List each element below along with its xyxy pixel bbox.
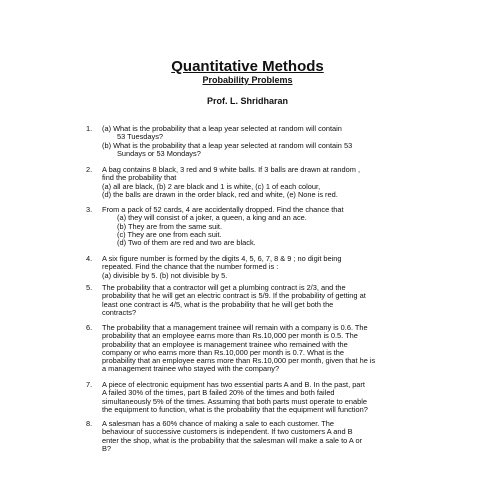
- question-line: A salesman has a 60% chance of making a sale to each customer. The: [102, 419, 334, 428]
- question-line: a management trainee who stayed with the company?: [102, 364, 280, 374]
- question-line: simultaneously 5% of the times. Assuming that both parts must operate to enable: [102, 396, 367, 406]
- question-line: (a) divisible by 5. (b) not divisible by 5.: [102, 270, 228, 280]
- question-text: [102, 255, 482, 280]
- question-text: [102, 125, 482, 158]
- question-line: company or who earns more than Rs.10,000 per month is 0.7. What is the: [102, 347, 344, 357]
- question-line: (c) They are one from each suit.: [117, 229, 222, 239]
- question-line: (a) all are black, (b) 2 are black and 1 is white, (c) 1 of each colour,: [102, 181, 321, 191]
- question-line: (d) the balls are drawn in the order black, red and white, (e) None is red.: [102, 189, 338, 199]
- question-line: (a) they will consist of a joker, a queen, a king and an ace.: [117, 213, 307, 223]
- question-text: [102, 324, 482, 374]
- question-line: A six figure number is formed by the digits 4, 5, 6, 7, 8 & 9 ; no digit being: [102, 254, 342, 263]
- question-line: The probability that a contractor will get a plumbing contract is 2/3, and the: [102, 283, 346, 292]
- question-number: 6.: [86, 323, 93, 332]
- question-line: probability that an employee earns more than Rs.10,000 per month is 0.5. The: [102, 331, 358, 341]
- document-title: Quantitative Methods: [171, 58, 324, 75]
- question-number: 2.: [86, 165, 93, 174]
- question-line: A failed 30% of the times, part B failed 20% of the times and both failed: [102, 388, 335, 398]
- question-line: (b) They are from the same suit.: [117, 221, 223, 231]
- question-line: least one contract is 4/5, what is the probability that he will get both the: [102, 299, 334, 309]
- question-line: From a pack of 52 cards, 4 are accidentally dropped. Find the chance that: [102, 205, 344, 214]
- question-line: A bag contains 8 black, 3 red and 9 white balls. If 3 balls are drawn at random ,: [102, 165, 361, 174]
- question-number: 5.: [86, 283, 93, 292]
- question-text: [102, 206, 482, 247]
- question-line: contracts?: [102, 307, 137, 317]
- question-number: 4.: [86, 254, 93, 263]
- document-subtitle: Probability Problems: [202, 75, 293, 85]
- question-line: behaviour of successive customers is independent. If two customers A and B: [102, 427, 353, 437]
- question-line: The probability that a management trainee will remain with a company is 0.6. The: [102, 323, 368, 332]
- question-line: enter the shop, what is the probability that the salesman will make a sale to A or: [102, 435, 363, 445]
- question-line: A piece of electronic equipment has two essential parts A and B. In the past, part: [102, 380, 365, 389]
- question-text: [102, 420, 482, 453]
- question-line: (d) Two of them are red and two are black.: [117, 238, 256, 248]
- question-line: (b) What is the probability that a leap year selected at random will contain 53: [102, 140, 353, 150]
- question-line: repeated. Find the chance that the number formed is :: [102, 262, 279, 272]
- question-line: find the probability that: [102, 173, 177, 183]
- question-line: probability that an employee earns more than Rs.10,000 per month, given that he is: [102, 356, 376, 366]
- question-number: 1.: [86, 124, 93, 133]
- question-text: [102, 284, 482, 317]
- question-line: the equipment to function, what is the probability that the equipment will function?: [102, 404, 368, 414]
- document-author: Prof. L. Shridharan: [206, 96, 288, 106]
- question-line: probability that an employee is management trainee who remained with the: [102, 339, 348, 349]
- question-number: 7.: [86, 380, 93, 389]
- question-line: 53 Tuesdays?: [117, 132, 164, 142]
- question-number: 8.: [86, 419, 93, 428]
- question-text: [102, 381, 482, 414]
- question-line: B?: [102, 443, 112, 453]
- question-line: Sundays or 53 Mondays?: [117, 148, 201, 158]
- question-line: (a) What is the probability that a leap year selected at random will contain: [102, 124, 342, 133]
- question-line: probability that he will get an electric contract is 5/9. If the probability of getting at: [102, 291, 366, 301]
- question-text: [102, 166, 482, 199]
- question-number: 3.: [86, 205, 93, 214]
